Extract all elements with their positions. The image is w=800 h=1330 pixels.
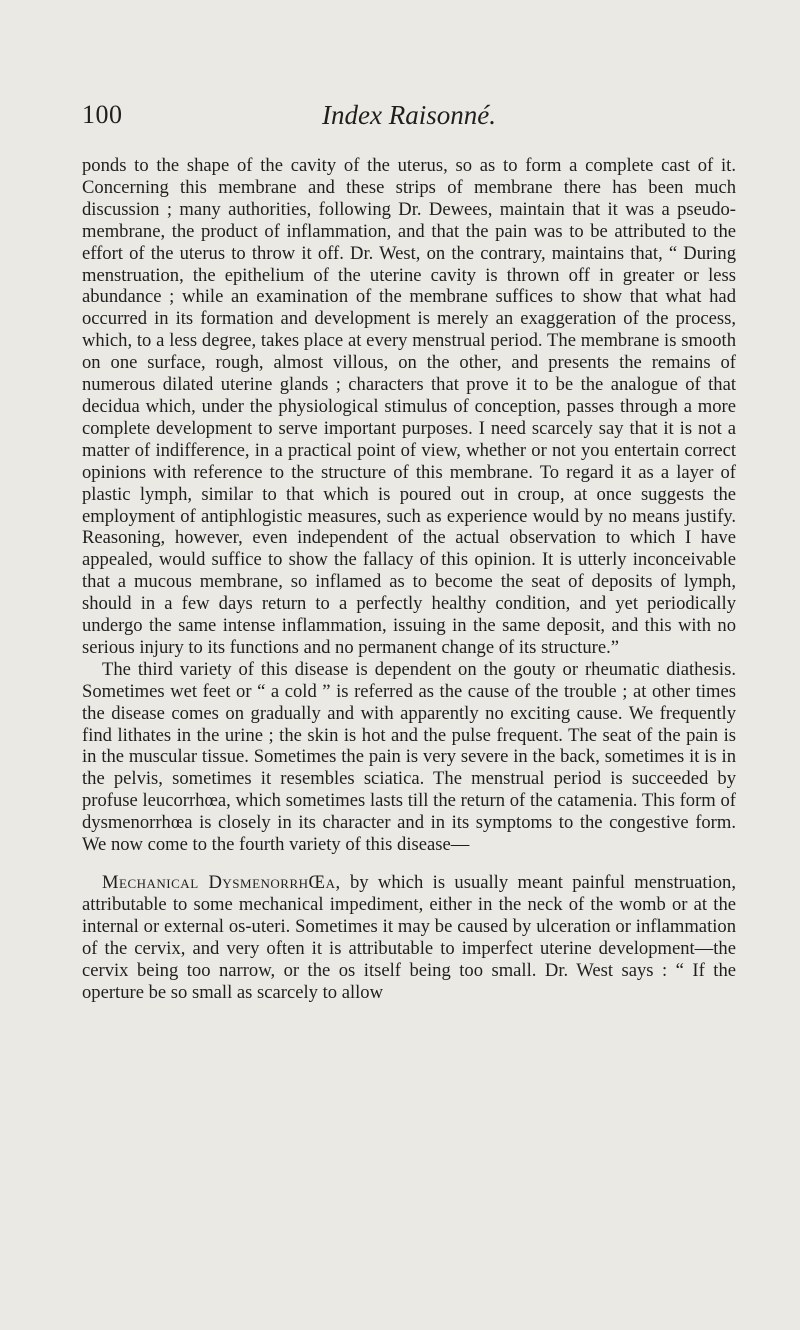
paragraph-mechanical-dysmenorrhoea [82,872,736,1003]
body-text [82,155,736,1003]
page-number: 100 [82,100,123,129]
section-heading: Mechanical DysmenorrhŒa, [102,872,341,893]
section-text: by which is usually meant painful menstruation, attributable to some mechanical impediment, either in the neck of the womb or at the internal or external os-uteri. Sometimes it may be caused by ulceration or inflammation of the cervix, and very often it is attributable to imperfect uterine development—the cervix being too narrow, or the os itself being too small. Dr. West says : “ If the operture be so small as scarcely to allow [82,872,736,1003]
paragraph-continued: ponds to the shape of the cavity of the uterus, so as to form a complete cast of it. Concerning this membrane and these strips of membrane there has been much discussion ; many authorities, following Dr. Dewees, maintain that it was a pseudo-membrane, the product of inflammation, and that the pain was to be attributed to the effort of the uterus to throw it off. Dr. West, on the contrary, maintains that, “ During menstruation, the epithelium of the uterine cavity is thrown off in greater or less abundance ; while an examination of the membrane suffices to show that what had occurred in its formation and development is merely an exaggeration of the process, which, to a less degree, takes place at every menstrual period. The membrane is smooth on one surface, rough, almost villous, on the other, and presents the remains of numerous dilated uterine glands ; characters that prove it to be the analogue of that decidua which, under the physiological stimulus of conception, passes through a more complete development to serve important purposes. I need scarcely say that it is not a matter of indifference, in a practical point of view, whether or not you entertain correct opinions with reference to the structure of this membrane. To regard it as a layer of plastic lymph, similar to that which is poured out in croup, at once suggests the employment of antiphlogistic measures, such as experience would by no means justify. Reasoning, however, even independent of the actual observation to which I have appealed, would suffice to show the fallacy of this opinion. It is utterly inconceivable that a mucous membrane, so inflamed as to become the seat of deposits of lymph, should in a few days return to a perfectly healthy condition, and yet periodically undergo the same intense inflammation, issuing in the same deposit, and this with no serious injury to its functions and no permanent change of its structure.” [82,155,736,658]
running-head [82,100,736,134]
paragraph-third-variety: The third variety of this disease is dependent on the gouty or rheumatic diathesis. Sometimes wet feet or “ a cold ” is referred as the cause of the trouble ; at other times the disease comes on gradually and with apparently no exciting cause. We frequently find lithates in the urine ; the skin is hot and the pulse frequent. The seat of the pain is in the muscular tissue. Sometimes the pain is very severe in the back, sometimes it is in the pelvis, sometimes it resembles sciatica. The menstrual period is succeeded by profuse leucorrhœa, which sometimes lasts till the return of the catamenia. This form of dysmenorrhœa is closely in its character and in its symptoms to the congestive form. We now come to the fourth variety of this disease— [82,658,736,856]
running-title: Index Raisonné. [322,100,496,130]
